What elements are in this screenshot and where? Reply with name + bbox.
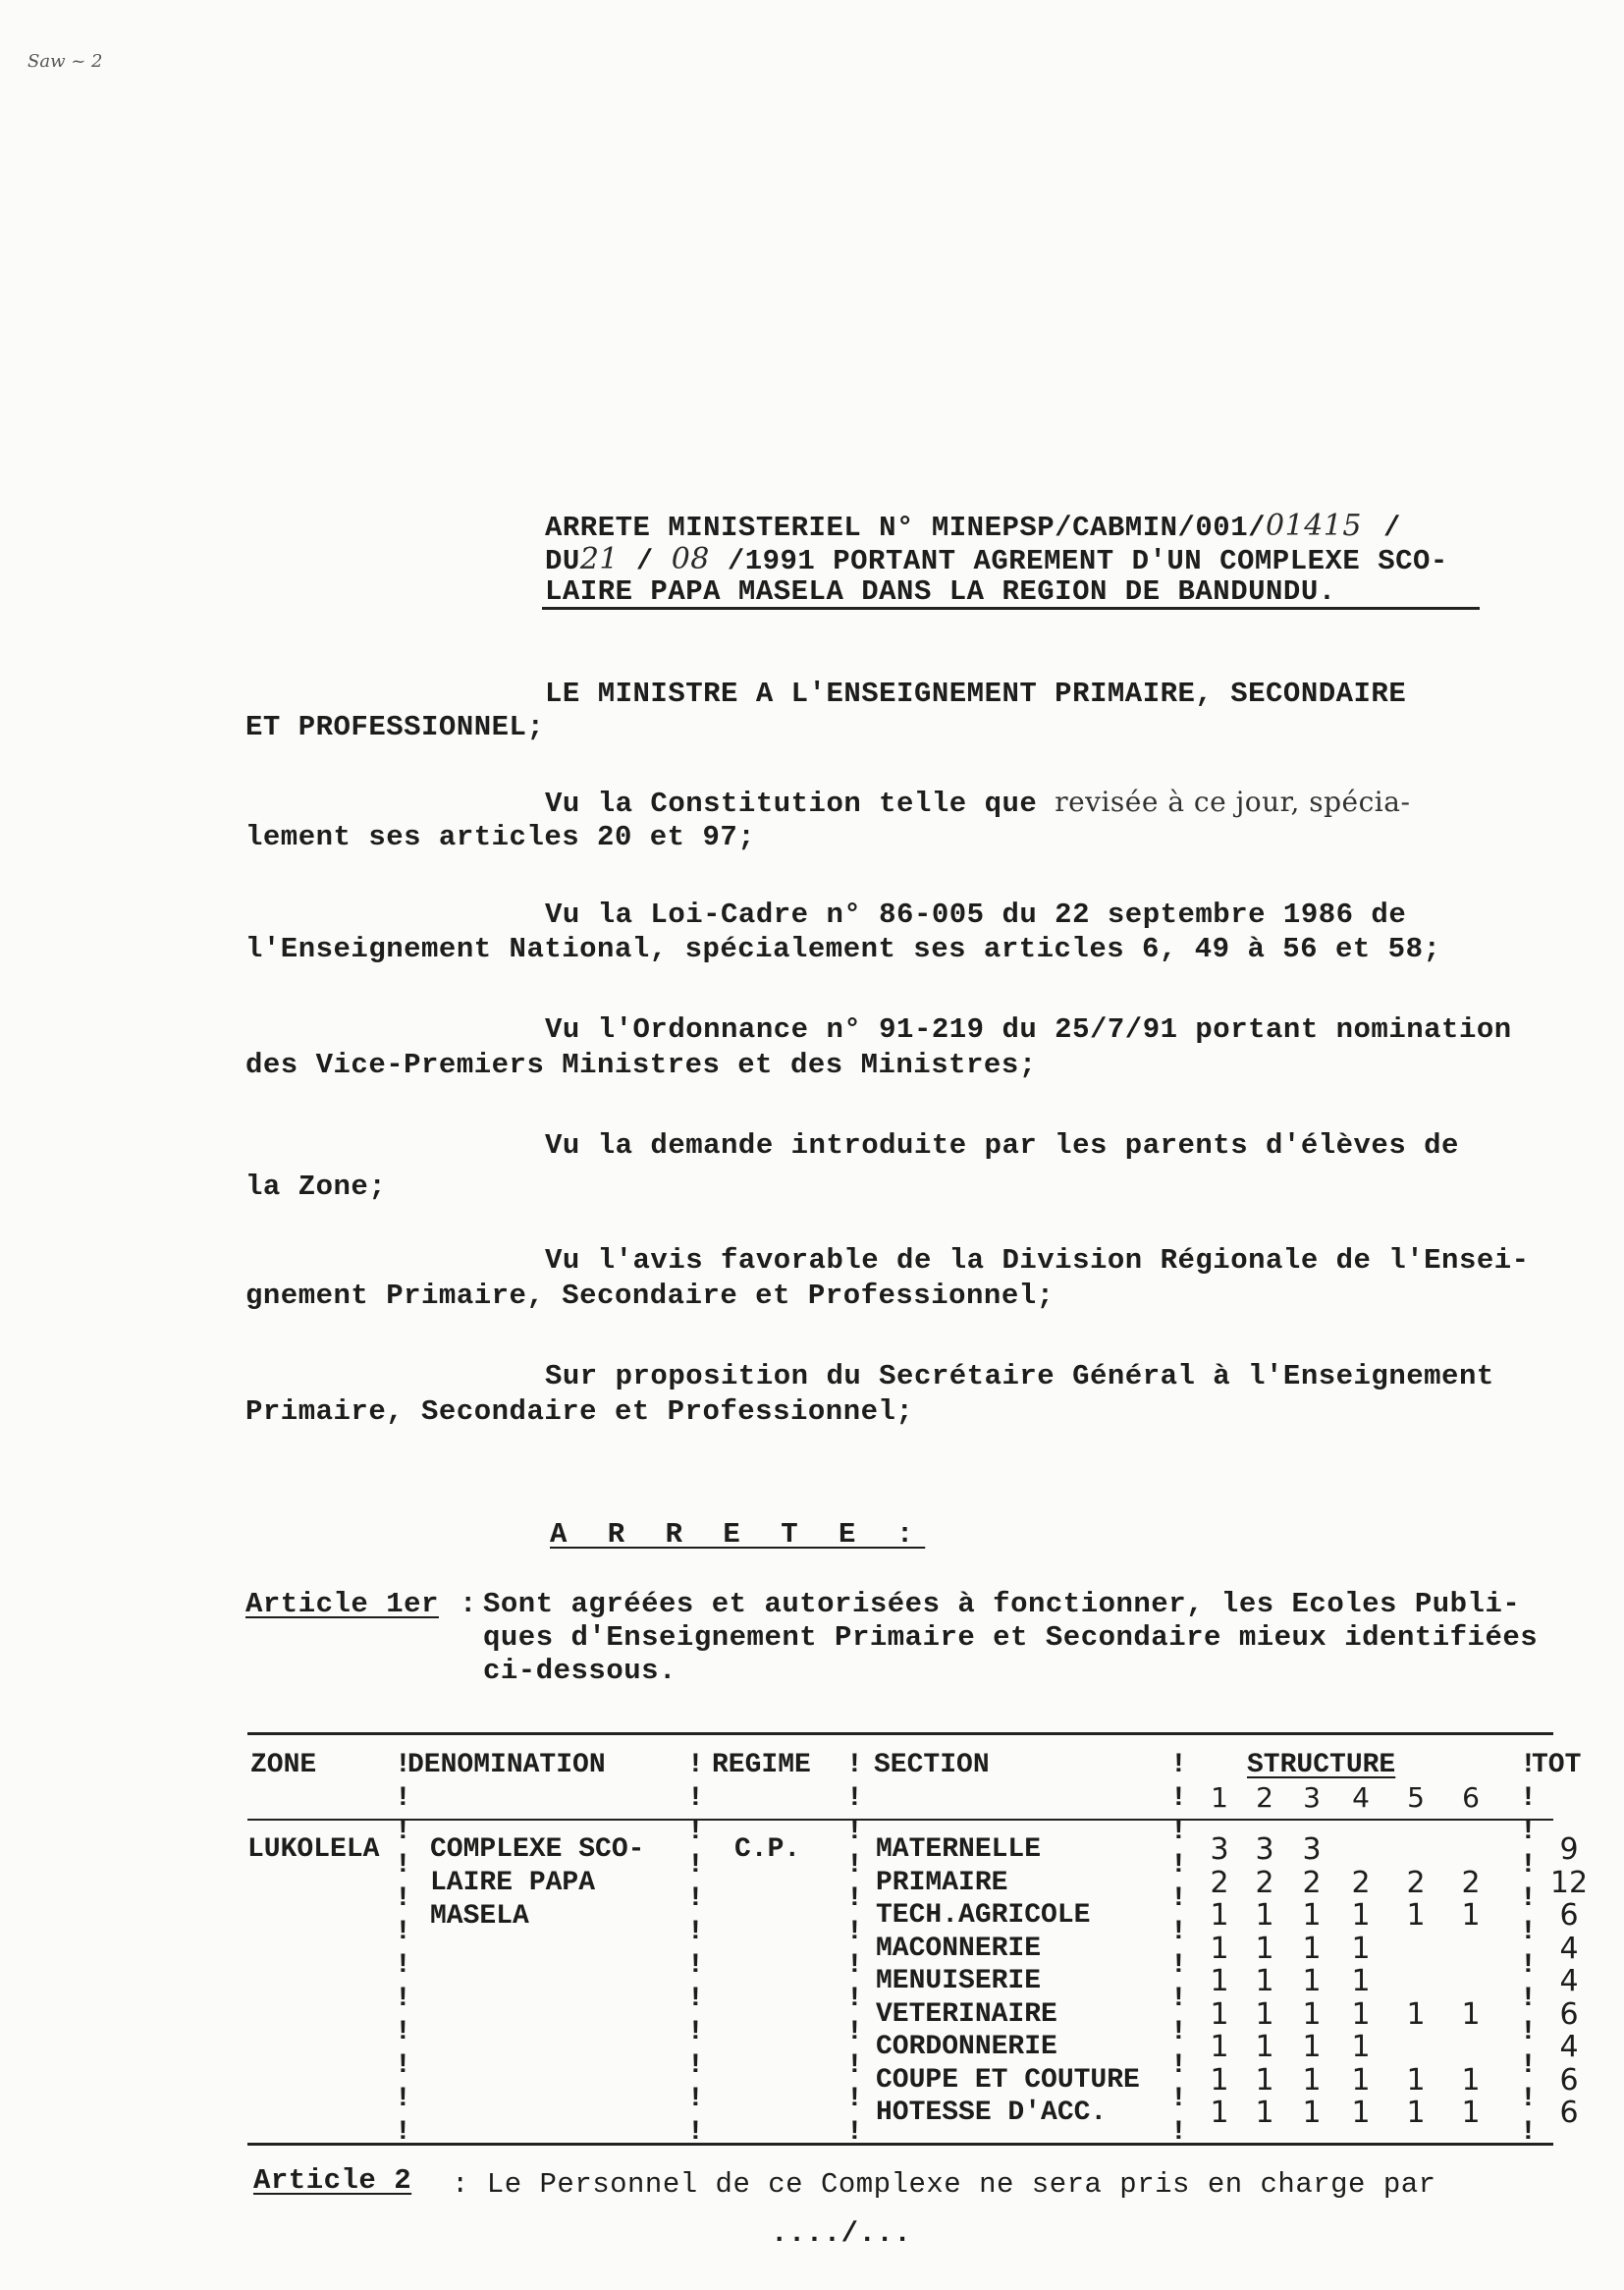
structure-count-cell: 1: [1210, 1898, 1229, 1933]
title-reference: ARRETE MINISTERIEL N° MINEPSP/CABMIN/001/: [545, 512, 1267, 544]
vu-constitution-typed: Vu la Constitution telle que: [545, 788, 1038, 820]
total-cell: 12: [1549, 1865, 1589, 1900]
column-separator-mark: !: [687, 1984, 704, 2014]
column-separator-mark: !: [846, 1750, 863, 1780]
column-separator-mark: !: [1170, 2050, 1187, 2081]
header-denomination: DENOMINATION: [407, 1750, 606, 1780]
section-cell: HOTESSE D'ACC.: [876, 2098, 1108, 2128]
denomination-line-2: LAIRE PAPA: [430, 1868, 596, 1898]
minister-line-1: LE MINISTRE A L'ENSEIGNEMENT PRIMAIRE, SECONDAIRE: [545, 678, 1407, 710]
vu-constitution-line-2: lement ses articles 20 et 97;: [245, 821, 756, 853]
column-separator-mark: !: [846, 1883, 863, 1914]
structure-count-cell: 1: [1351, 1898, 1371, 1933]
header-zone: ZONE: [250, 1750, 317, 1780]
header-regime: REGIME: [712, 1750, 811, 1780]
column-separator-mark: !: [687, 1883, 704, 1914]
total-cell: 6: [1559, 1996, 1579, 2032]
article-1-colon: :: [460, 1588, 477, 1620]
vu-ordonnance-line-2: des Vice-Premiers Ministres et des Ministres;: [245, 1049, 1037, 1081]
structure-col-header: 4: [1352, 1781, 1370, 1814]
structure-count-cell: 1: [1406, 2096, 1426, 2130]
denomination-line-1: COMPLEXE SCO-: [430, 1834, 645, 1865]
column-separator-mark: !: [846, 2117, 863, 2148]
column-separator-mark: !: [687, 2117, 704, 2148]
column-separator-mark: !: [395, 1917, 411, 1947]
article-1-line-3: ci-dessous.: [483, 1655, 677, 1687]
column-separator-mark: !: [846, 1984, 863, 2014]
vu-constitution-line-1: [545, 786, 1410, 820]
table-top-rule: [247, 1732, 1553, 1735]
structure-count-cell: 1: [1406, 1898, 1426, 1933]
denomination-line-3: MASELA: [430, 1901, 529, 1932]
structure-count-cell: 1: [1461, 1898, 1481, 1933]
column-separator-mark: !: [846, 1950, 863, 1981]
structure-count-cell: 1: [1302, 1996, 1322, 2032]
column-separator-mark: !: [846, 1850, 863, 1881]
column-separator-mark: !: [1170, 1817, 1187, 1847]
column-separator-mark: !: [687, 1950, 704, 1981]
article-2-label: Article 2: [253, 2164, 412, 2197]
column-separator-mark: !: [395, 1883, 411, 1914]
structure-count-cell: 2: [1210, 1865, 1229, 1900]
column-separator-mark: !: [1520, 1817, 1537, 1847]
title-handwritten-number: 01415: [1266, 509, 1362, 543]
structure-count-cell: 1: [1210, 2096, 1229, 2130]
column-separator-mark: !: [1520, 2050, 1537, 2081]
column-separator-mark: !: [1520, 1850, 1537, 1881]
column-separator-mark: !: [1170, 2084, 1187, 2114]
title-line-1: [545, 509, 1401, 544]
structure-count-cell: 1: [1210, 1964, 1229, 1998]
column-separator-mark: !: [1170, 1984, 1187, 2014]
total-cell: 6: [1559, 2096, 1579, 2130]
structure-count-cell: 1: [1351, 2062, 1371, 2098]
corner-note: Saw ~ 2: [27, 51, 103, 72]
structure-count-cell: 1: [1461, 1996, 1481, 2032]
vu-ordonnance-line-1: Vu l'Ordonnance n° 91-219 du 25/7/91 portant nomination: [545, 1013, 1512, 1046]
column-separator-mark: !: [687, 1850, 704, 1881]
column-separator-mark: !: [1520, 2084, 1537, 2114]
column-separator-mark: !: [1170, 1950, 1187, 1981]
section-cell: MATERNELLE: [876, 1834, 1042, 1865]
structure-count-cell: 1: [1406, 2062, 1426, 2098]
structure-count-cell: 1: [1351, 2030, 1371, 2064]
column-separator-mark: !: [1170, 1850, 1187, 1881]
column-separator-mark: !: [687, 2017, 704, 2047]
column-separator-mark: !: [395, 2084, 411, 2114]
column-separator-mark: !: [846, 2050, 863, 2081]
structure-count-cell: 1: [1302, 1898, 1322, 1933]
arrete-heading: A R R E T E :: [550, 1518, 926, 1551]
structure-count-cell: 1: [1255, 1996, 1274, 2032]
structure-count-cell: 3: [1302, 1832, 1322, 1867]
column-separator-mark: !: [1170, 2117, 1187, 2148]
structure-count-cell: 1: [1302, 1931, 1322, 1966]
column-separator-mark: !: [687, 1917, 704, 1947]
structure-col-header: 1: [1211, 1781, 1228, 1814]
structure-count-cell: 1: [1210, 1996, 1229, 2032]
structure-count-cell: 1: [1255, 1931, 1274, 1966]
column-separator-mark: !: [395, 2050, 411, 2081]
structure-count-cell: 1: [1406, 1996, 1426, 2032]
column-separator-mark: !: [1170, 1783, 1187, 1814]
structure-count-cell: 1: [1351, 1996, 1371, 2032]
column-separator-mark: !: [846, 1917, 863, 1947]
column-separator-mark: !: [395, 2117, 411, 2148]
structure-count-cell: 1: [1210, 2030, 1229, 2064]
total-cell: 4: [1559, 2030, 1579, 2064]
vu-avis-line-2: gnement Primaire, Secondaire et Professionnel;: [245, 1280, 1055, 1312]
column-separator-mark: !: [1170, 1917, 1187, 1947]
structure-count-cell: 3: [1255, 1832, 1274, 1867]
title-slash: /: [1382, 512, 1401, 544]
column-separator-mark: !: [687, 1817, 704, 1847]
structure-count-cell: 1: [1461, 2062, 1481, 2098]
header-structure: STRUCTURE: [1247, 1750, 1396, 1780]
vu-loi-cadre-line-2: l'Enseignement National, spécialement ses articles 6, 49 à 56 et 58;: [245, 933, 1441, 965]
column-separator-mark: !: [395, 1783, 411, 1814]
column-separator-mark: !: [1520, 1750, 1537, 1780]
header-tot: TOT: [1532, 1750, 1582, 1780]
section-cell: PRIMAIRE: [876, 1867, 1008, 1898]
column-separator-mark: !: [1520, 1950, 1537, 1981]
total-cell: 6: [1559, 2062, 1579, 2098]
structure-count-cell: 1: [1351, 2096, 1371, 2130]
minister-line-2: ET PROFESSIONNEL;: [245, 711, 545, 743]
column-separator-mark: !: [1520, 1984, 1537, 2014]
article-1-line-1: Sont agréées et autorisées à fonctionner, les Ecoles Publi-: [483, 1588, 1521, 1620]
structure-count-cell: 1: [1351, 1964, 1371, 1998]
vu-avis-line-1: Vu l'avis favorable de la Division Régionale de l'Ensei-: [545, 1244, 1530, 1277]
column-separator-mark: !: [1520, 2117, 1537, 2148]
column-separator-mark: !: [395, 2017, 411, 2047]
total-cell: 4: [1559, 1964, 1579, 1998]
title-handwritten-day: 21: [579, 542, 619, 576]
vu-demande-line-1: Vu la demande introduite par les parents d'élèves de: [545, 1129, 1459, 1162]
table-header-rule: [247, 1819, 1553, 1821]
structure-count-cell: 1: [1461, 2096, 1481, 2130]
column-separator-mark: !: [687, 2084, 704, 2114]
zone-value: LUKOLELA: [247, 1834, 380, 1865]
structure-count-cell: 2: [1351, 1865, 1371, 1900]
column-separator-mark: !: [1520, 1917, 1537, 1947]
total-cell: 9: [1559, 1832, 1579, 1867]
structure-col-header: 2: [1256, 1781, 1273, 1814]
structure-count-cell: 1: [1255, 1898, 1274, 1933]
column-separator-mark: !: [1170, 1883, 1187, 1914]
structure-count-cell: 1: [1302, 1964, 1322, 1998]
structure-count-cell: 1: [1255, 1964, 1274, 1998]
title-line-2: DU21 / 08 /1991 PORTANT AGREMENT D'UN COMPLEXE SCO-: [545, 542, 1448, 577]
sur-proposition-line-1: Sur proposition du Secrétaire Général à l'Enseignement: [545, 1360, 1494, 1392]
column-separator-mark: !: [395, 1950, 411, 1981]
column-separator-mark: !: [687, 1783, 704, 1814]
structure-count-cell: 1: [1255, 2096, 1274, 2130]
vu-constitution-added: revisée à ce jour, spécia-: [1055, 786, 1411, 818]
column-separator-mark: !: [395, 1850, 411, 1881]
column-separator-mark: !: [395, 1750, 411, 1780]
structure-count-cell: 3: [1210, 1832, 1229, 1867]
structure-count-cell: 1: [1302, 2096, 1322, 2130]
column-separator-mark: !: [395, 1984, 411, 2014]
column-separator-mark: !: [1170, 2017, 1187, 2047]
structure-count-cell: 1: [1210, 2062, 1229, 2098]
header-section: SECTION: [874, 1750, 990, 1780]
column-separator-mark: !: [1520, 1783, 1537, 1814]
column-separator-mark: !: [687, 2050, 704, 2081]
section-cell: CORDONNERIE: [876, 2032, 1057, 2062]
total-cell: 6: [1559, 1898, 1579, 1933]
title-du: DU: [545, 545, 580, 577]
column-separator-mark: !: [687, 1750, 704, 1780]
section-cell: TECH.AGRICOLE: [876, 1900, 1091, 1931]
structure-count-cell: 2: [1461, 1865, 1481, 1900]
vu-loi-cadre-line-1: Vu la Loi-Cadre n° 86-005 du 22 septembre 1986 de: [545, 899, 1407, 931]
column-separator-mark: !: [1170, 1750, 1187, 1780]
article-2-text: : Le Personnel de ce Complexe ne sera pris en charge par: [452, 2168, 1436, 2201]
section-cell: MENUISERIE: [876, 1966, 1042, 1996]
column-separator-mark: !: [846, 1817, 863, 1847]
title-date-rest: /1991 PORTANT AGREMENT D'UN COMPLEXE SCO-: [727, 545, 1448, 577]
continuation-mark: ..../...: [771, 2217, 912, 2250]
structure-count-cell: 1: [1210, 1931, 1229, 1966]
structure-count-cell: 1: [1302, 2030, 1322, 2064]
section-cell: COUPE ET COUTURE: [876, 2064, 1140, 2096]
structure-count-cell: 1: [1351, 1931, 1371, 1966]
column-separator-mark: !: [846, 2084, 863, 2114]
table-bottom-rule: [247, 2143, 1553, 2146]
section-cell: MACONNERIE: [876, 1933, 1042, 1964]
structure-col-header: 5: [1407, 1781, 1425, 1814]
regime-value: C.P.: [734, 1834, 801, 1865]
structure-col-header: 3: [1303, 1781, 1321, 1814]
column-separator-mark: !: [395, 1817, 411, 1847]
structure-count-cell: 1: [1302, 2062, 1322, 2098]
structure-col-header: 6: [1462, 1781, 1480, 1814]
section-cell: VETERINAIRE: [876, 1998, 1057, 2030]
title-line-3: LAIRE PAPA MASELA DANS LA REGION DE BANDUNDU.: [545, 575, 1336, 608]
vu-demande-line-2: la Zone;: [245, 1171, 387, 1203]
sur-proposition-line-2: Primaire, Secondaire et Professionnel;: [245, 1395, 914, 1428]
column-separator-mark: !: [846, 1783, 863, 1814]
structure-count-cell: 2: [1406, 1865, 1426, 1900]
column-separator-mark: !: [846, 2017, 863, 2047]
structure-count-cell: 2: [1302, 1865, 1322, 1900]
total-cell: 4: [1559, 1931, 1579, 1966]
structure-count-cell: 2: [1255, 1865, 1274, 1900]
column-separator-mark: !: [1520, 2017, 1537, 2047]
article-1-label: Article 1er: [245, 1588, 439, 1620]
structure-count-cell: 1: [1255, 2030, 1274, 2064]
article-1-line-2: ques d'Enseignement Primaire et Secondaire mieux identifiées: [483, 1621, 1539, 1654]
title-underline: [542, 607, 1480, 610]
structure-count-cell: 1: [1255, 2062, 1274, 2098]
column-separator-mark: !: [1520, 1883, 1537, 1914]
title-handwritten-month: 08: [671, 542, 710, 576]
